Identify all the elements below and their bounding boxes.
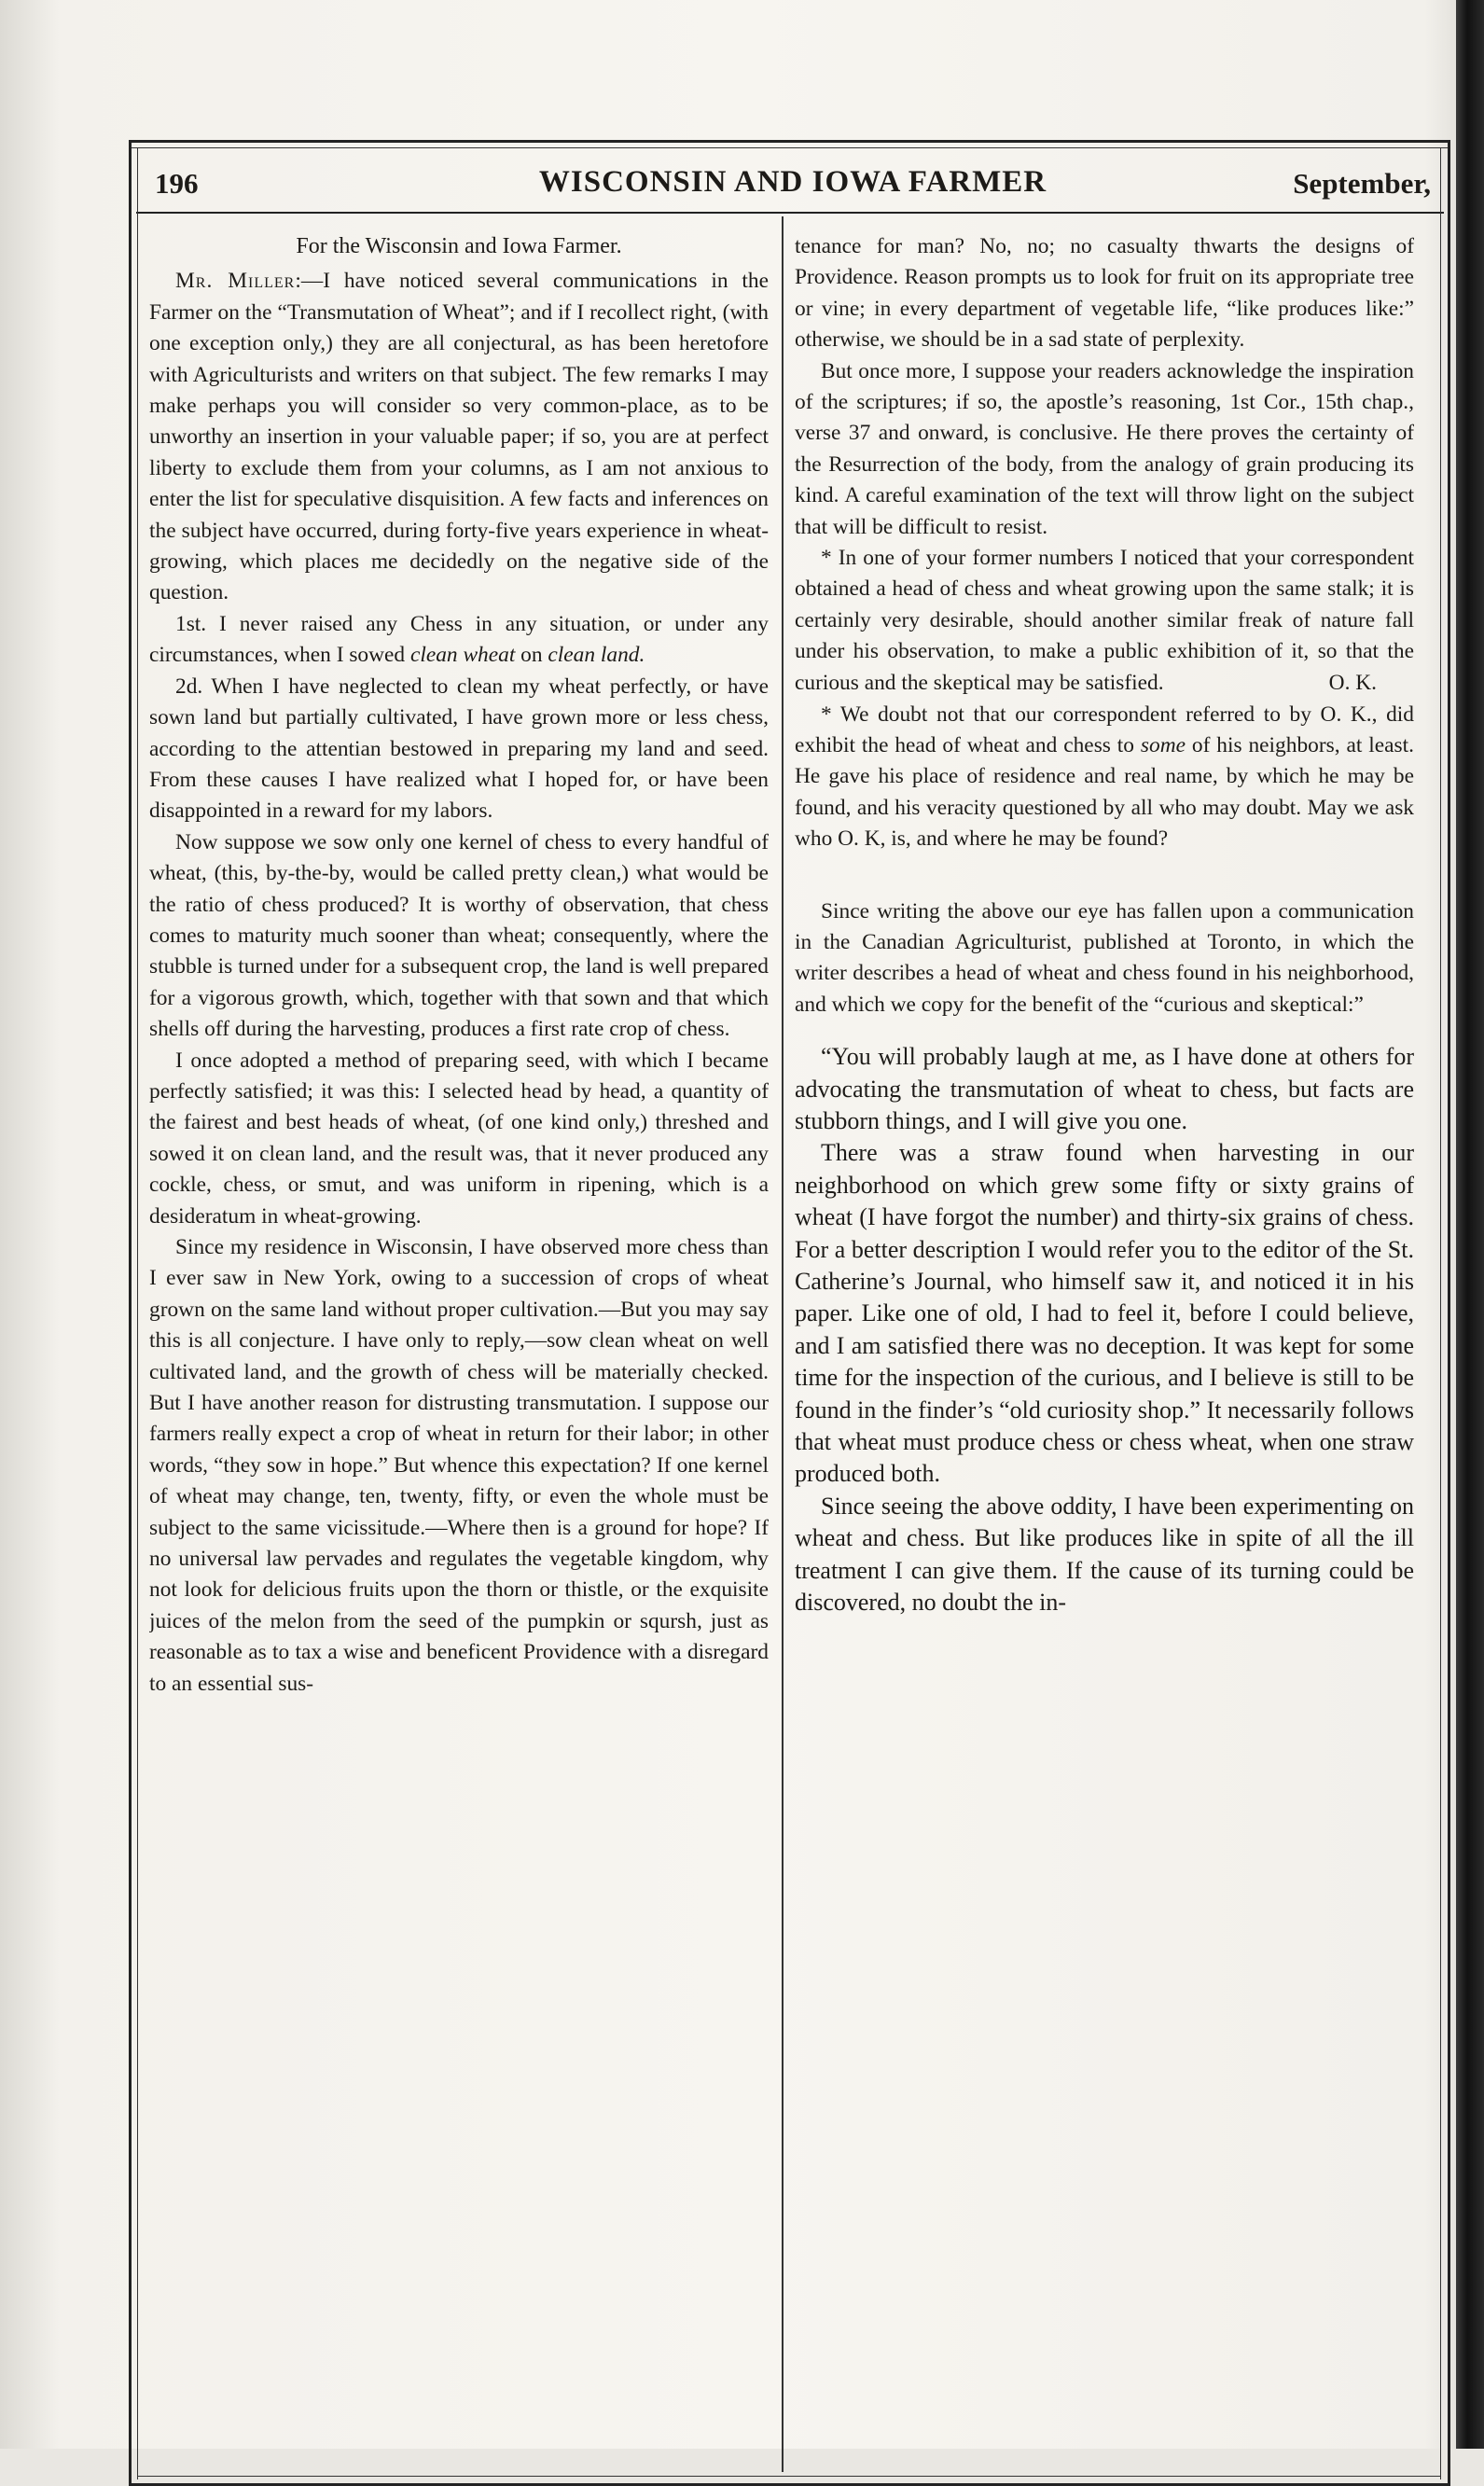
spacer	[795, 855, 1414, 896]
page-number: 196	[155, 167, 199, 200]
paragraph: * In one of your former numbers I noticed that your correspondent obtained a head of chess and wheat growing upon the same stalk; it is certainly very desirable, should another similar freak of nature fall under his observation, to make a public exhibition of it, so that the curious and the skeptical may be satisfied.	[795, 546, 1414, 695]
paragraph: 2d. When I have neglected to clean my wheat perfectly, or have sown land but partially cultivated, I have grown more or less chess, according to the attentian bestowed in preparing my land and seed. From these causes I have realized what I hoped for, or have been disappointed in a reward for my labors.	[149, 674, 769, 824]
frame-rule-top	[129, 140, 1449, 143]
column-divider	[782, 216, 784, 2472]
salutation: Mr. Miller	[175, 269, 296, 294]
paragraph: I once adopted a method of preparing seed, with which I became perfectly satisfied; it was this: I selected head by head, a quantity of the fairest and best heads of wheat, (of one kind only,) threshed and sowed it on clean land, and the result was, that it never produced any cockle, chess, or smut, and was uniform in ripening, which is a desideratum in wheat-growing.	[149, 1048, 769, 1229]
frame-rule-bottom-inner	[137, 2476, 1441, 2477]
paragraph: But once more, I suppose your readers acknowledge the inspiration of the scriptures; if so, the apostle’s reasoning, 1st Cor., 15th chap., verse 37 and onward, is conclusive. He there proves the certainty of the Resurrection of the body, from the analogy of grain producing its kind. A careful examination of the text will throw light on the subject that will be difficult to resist.	[795, 358, 1414, 539]
editor-note: * We doubt not that our correspondent referred to by O. K., did exhibit the head of wheat and chess to some of his neighbors, at least. He gave his place of residence and real name, by which he may be found, and his veracity questioned by all who may doubt. May we ask who O. K, is, and where he may be found?	[795, 701, 1414, 852]
frame-rule-right-inner	[1440, 147, 1441, 2479]
frame-rule-right	[1448, 140, 1450, 2486]
paragraph: Now suppose we sow only one kernel of chess to every handful of wheat, (this, by-the-by, would be called pretty clean,) what would be the ratio of chess produced? It is worthy of observation, that chess comes to maturity much sooner than wheat; consequently, where the stubble is turned under for a subsequent crop, the land is well prepared for a vigorous growth, which, together with that sown and that which shells off during the harvesting, produces a first rate crop of chess.	[149, 829, 769, 1042]
issue-month: September,	[1293, 167, 1431, 200]
quoted-paragraph: “You will probably laugh at me, as I have done at others for advocating the transmutation of wheat to chess, but facts are stubborn things, and I will give you one.	[795, 1043, 1414, 1134]
letter-heading: For the Wisconsin and Iowa Farmer.	[296, 234, 622, 258]
quoted-paragraph: There was a straw found when harvesting in our neighborhood on which grew some fifty or sixty grains of wheat (I have forgot the number) and thirty-six grains of chess. For a better description I would refer you to the editor of the St. Catherine’s Journal, who himself saw it, and noticed it in his paper. Like one of old, I had to feel it, before I could believe, and I am satisfied there was no deception. It was kept for some time for the inspection of the curious, and I believe is still to be found in the finder’s “old curiosity shop.” It necessarily follows that wheat must produce chess or chess wheat, when one straw produced both.	[795, 1139, 1414, 1488]
header-rule	[136, 212, 1444, 214]
signature: O. K.	[1328, 671, 1377, 696]
paragraph: Since my residence in Wisconsin, I have observed more chess than I ever saw in New York, owing to a succession of crops of wheat grown on the same land without proper cultivation.—But you may say this is all conjecture. I have only to reply,—sow clean wheat on well cultivated land, and the growth of chess will be materially checked. But I have another reason for distrusting transmutation. I suppose our farmers really expect a crop of wheat in return for their labor; in other words, “they sow in hope.” But whence this expectation? If one kernel of wheat may change, ten, twenty, fifty, or even the whole must be subject to the same vicissitude.—Where then is a ground for hope? If no universal law pervades and regulates the vegetable kingdom, why not look for delicious fruits upon the thorn or thistle, or the exquisite juices of the melon from the seed of the pumpkin or sqursh, just as reasonable as to tax a wise and beneficent Providence with a disregard to an essential sus-	[149, 1235, 769, 1696]
publication-title: WISCONSIN AND IOWA FARMER	[538, 165, 1047, 199]
right-column	[795, 231, 1414, 2470]
frame-rule-left	[129, 140, 132, 2486]
running-header	[149, 163, 1436, 210]
left-column	[149, 231, 769, 2470]
paragraph: Since writing the above our eye has fallen upon a communication in the Canadian Agriculturist, published at Toronto, in which the writer describes a head of wheat and chess found in his neighborhood, and which we copy for the benefit of the “curious and skeptical:”	[795, 898, 1414, 1017]
frame-rule-left-inner	[137, 147, 138, 2479]
quoted-paragraph: Since seeing the above oddity, I have been experimenting on wheat and chess. But like produces like in spite of all the ill treatment I can give them. If the cause of its turning could be discovered, no doubt the in-	[795, 1492, 1414, 1617]
spacer	[795, 1021, 1414, 1041]
paragraph: Mr. Miller:—I have noticed several communications in the Farmer on the “Transmutation of Wheat”; and if I recollect right, (with one exception only,) they are all conjectural, as has been heretofore with Agriculturists and writers on that subject. The few remarks I may make perhaps you will consider so very common-place, as to be unworthy an insertion in your valuable paper; if so, you are at perfect liberty to exclude them from your columns, as I am not anxious to enter the list for speculative disquisition. A few facts and inferences on the subject have occurred, during forty-five years experience in wheat-growing, which places me decidedly on the negative side of the question.	[149, 269, 769, 605]
paragraph: tenance for man? No, no; no casualty thwarts the designs of Providence. Reason prompts us to look for fruit on its appropriate tree or vine; in every department of vegetable life, “like produces like:” otherwise, we should be in a sad state of perplexity.	[795, 234, 1414, 353]
scan-edge-shadow	[1456, 0, 1484, 2449]
paragraph: 1st. I never raised any Chess in any situation, or under any circumstances, when I sowed clean wheat on clean land.	[149, 611, 769, 668]
frame-rule-top-inner	[129, 147, 1449, 148]
